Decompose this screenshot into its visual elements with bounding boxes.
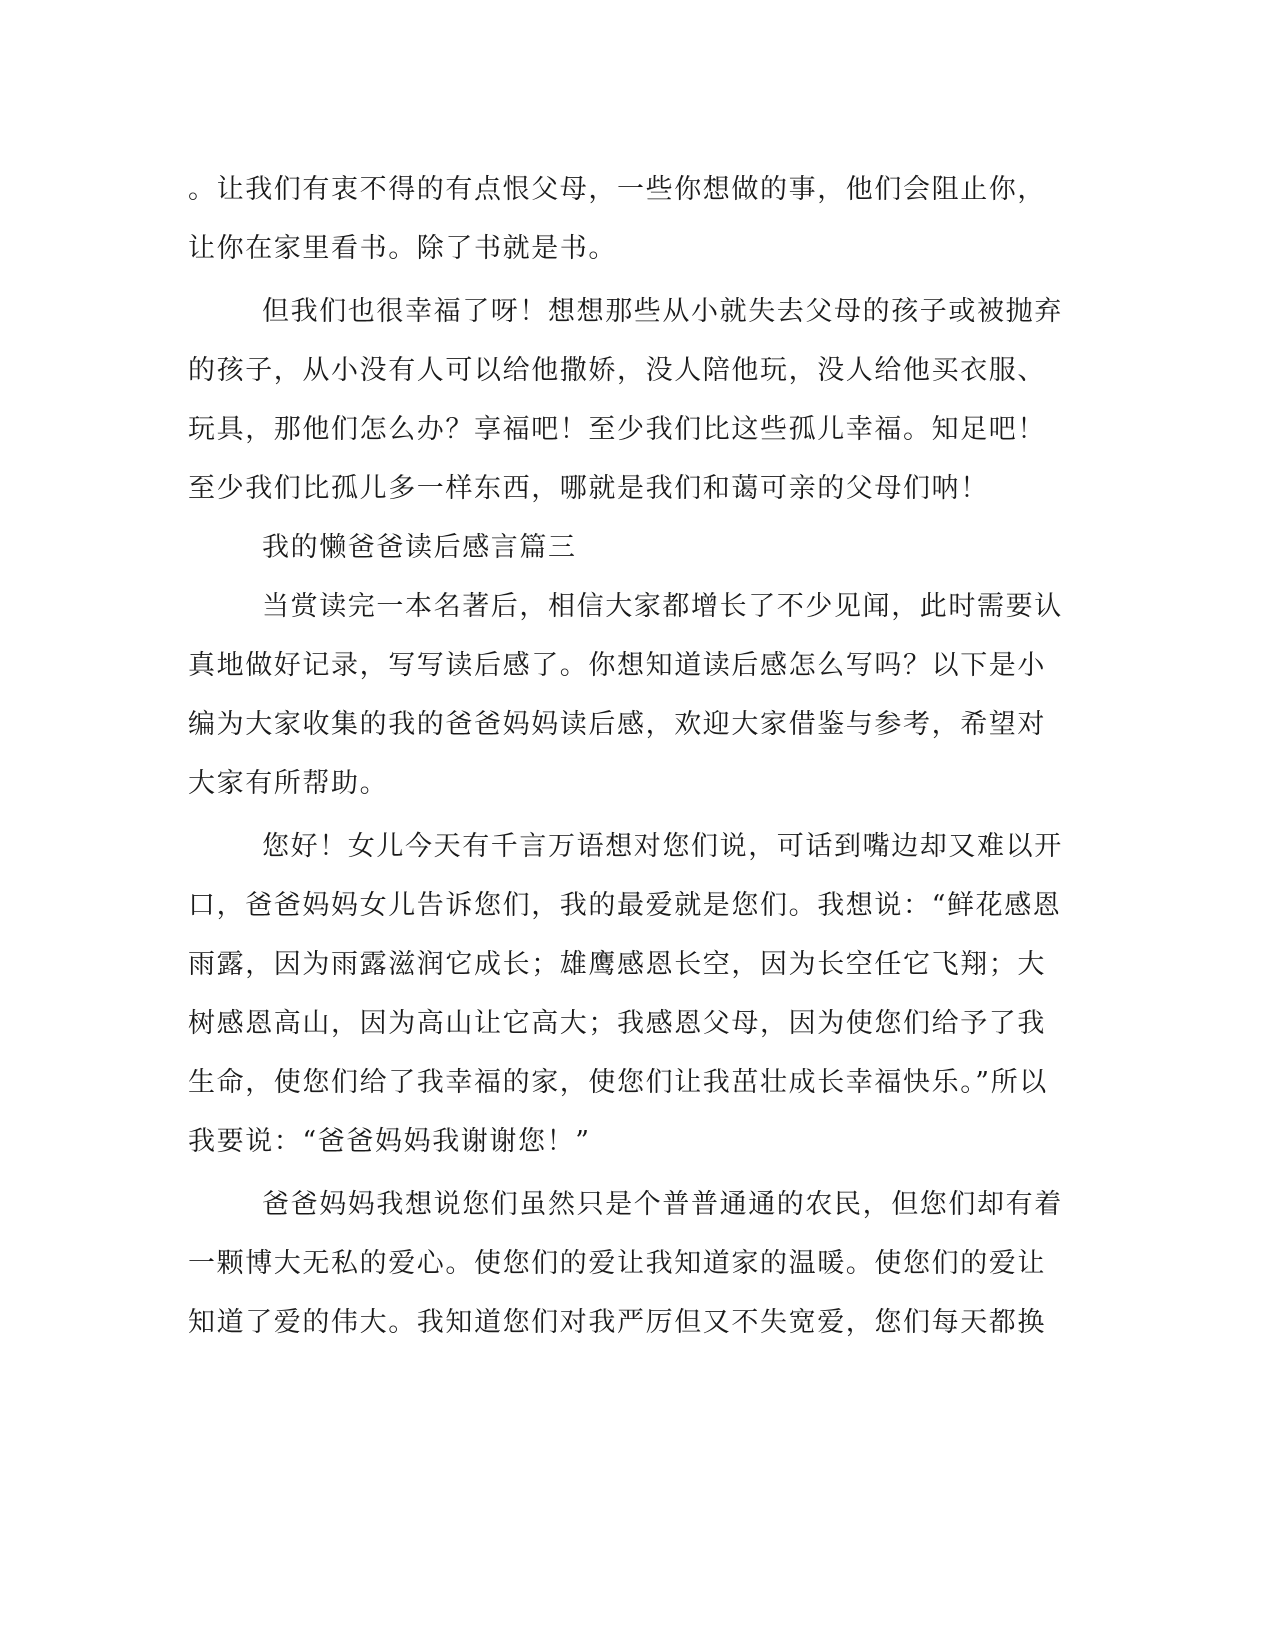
text-line: 我要说：“爸爸妈妈我谢谢您！” xyxy=(188,1126,591,1157)
text-line: 真地做好记录，写写读后感了。你想知道读后感怎么写吗？以下是小 xyxy=(188,650,1046,681)
text-line: 玩具，那他们怎么办？享福吧！至少我们比这些孤儿幸福。知足吧！ xyxy=(188,414,1046,445)
text-line: 雨露，因为雨露滋润它成长；雄鹰感恩长空，因为长空任它飞翔；大 xyxy=(188,949,1046,980)
text-line: 生命，使您们给了我幸福的家，使您们让我茁壮成长幸福快乐。”所以 xyxy=(188,1067,1048,1098)
text-line: 的孩子，从小没有人可以给他撒娇，没人陪他玩，没人给他买衣服、 xyxy=(188,355,1046,386)
text-line: 大家有所帮助。 xyxy=(188,768,389,799)
paragraph-start-line: 当赏读完一本名著后，相信大家都增长了不少见闻，此时需要认 xyxy=(262,591,1063,622)
paragraph-start-line: 但我们也很幸福了呀！想想那些从小就失去父母的孩子或被抛弃 xyxy=(262,296,1063,327)
text-line: 至少我们比孤儿多一样东西，哪就是我们和蔼可亲的父母们呐！ xyxy=(188,473,989,504)
text-line: 让你在家里看书。除了书就是书。 xyxy=(188,233,617,264)
text-line: 。让我们有衷不得的有点恨父母，一些你想做的事，他们会阻止你， xyxy=(188,174,1046,205)
text-line: 知道了爱的伟大。我知道您们对我严厉但又不失宽爱，您们每天都换 xyxy=(188,1307,1046,1338)
section-heading: 我的懒爸爸读后感言篇三 xyxy=(262,532,577,563)
paragraph-start-line: 您好！女儿今天有千言万语想对您们说，可话到嘴边却又难以开 xyxy=(262,831,1063,862)
paragraph-start-line: 爸爸妈妈我想说您们虽然只是个普普通通的农民，但您们却有着 xyxy=(262,1189,1063,1220)
text-line: 口，爸爸妈妈女儿告诉您们，我的最爱就是您们。我想说：“鲜花感恩 xyxy=(188,890,1062,921)
text-line: 一颗博大无私的爱心。使您们的爱让我知道家的温暖。使您们的爱让 xyxy=(188,1248,1046,1279)
text-line: 树感恩高山，因为高山让它高大；我感恩父母，因为使您们给予了我 xyxy=(188,1008,1046,1039)
text-line: 编为大家收集的我的爸爸妈妈读后感，欢迎大家借鉴与参考，希望对 xyxy=(188,709,1046,740)
